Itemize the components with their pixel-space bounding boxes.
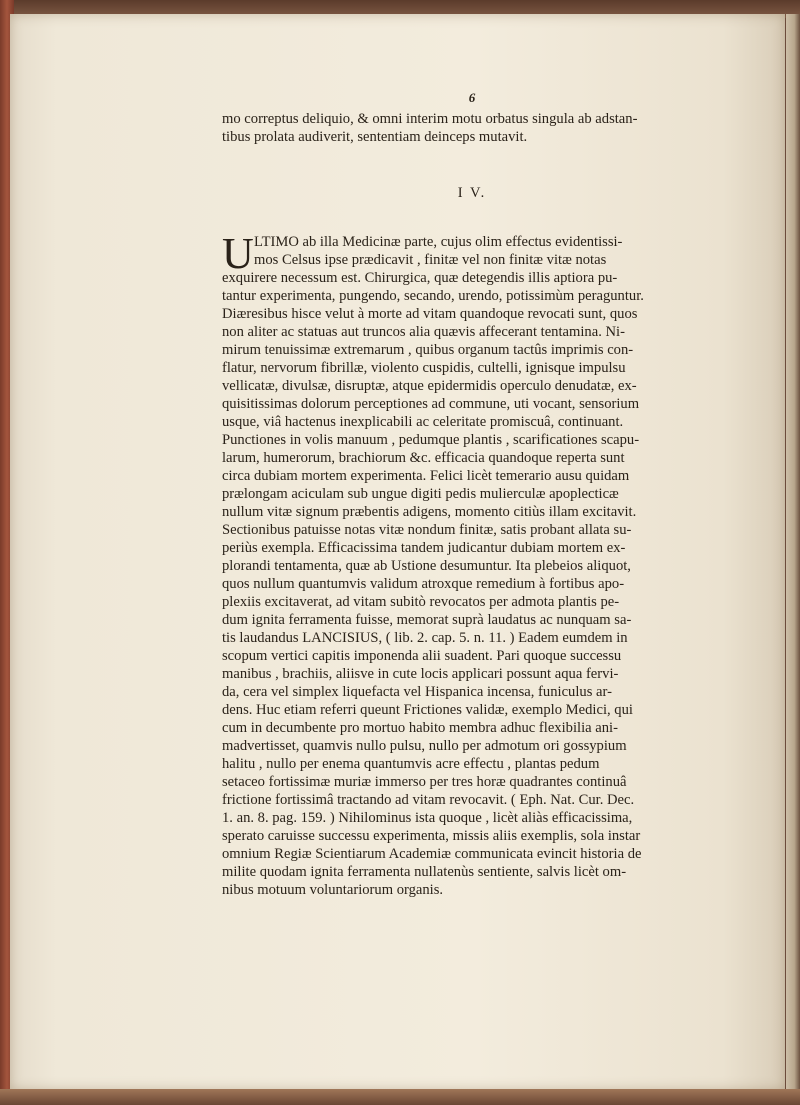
text-line: milite quodam ignita ferramenta nullatenùs sentiente, salvis licèt om- xyxy=(222,864,627,880)
text-line: usque, viâ hactenus inexplicabili ac celeritate promiscuâ, continuant. xyxy=(222,414,624,430)
text-line: mo correptus deliquio, & omni interim motu orbatus singula ab adstan- xyxy=(222,111,638,127)
text-line: prælongam aciculam sub ungue digiti pedis mulierculæ apoplecticæ xyxy=(222,486,619,502)
text-line: dum ignita ferramenta fuisse, memorat suprà laudatus ac nunquam sa- xyxy=(222,612,632,628)
page-gutter-right xyxy=(786,14,800,1090)
text-line: setaceo fortissimæ muriæ immerso per tres horæ quadrantes continuâ xyxy=(222,774,627,790)
drop-cap: U xyxy=(222,229,254,278)
section-heading: I V. xyxy=(457,185,487,201)
text-line: madvertisset, quamvis nullo pulsu, nullo per admotum ori gossypium xyxy=(222,738,627,754)
text-line: LTIMO ab illa Medicinæ parte, cujus olim effectus evidentissi- xyxy=(254,234,623,250)
text-line: quisitissimas dolorum perceptiones ad commune, uti vocant, sensorium xyxy=(222,396,640,412)
text-line: flatur, nervorum fibrillæ, violento cuspidis, cultelli, ignisque impulsu xyxy=(222,360,626,376)
text-line: plexiis excitaverat, ad vitam subitò revocatos per admota plantis pe- xyxy=(222,594,620,610)
text-line: mos Celsus ipse prædicavit , finitæ vel non finitæ vitæ notas xyxy=(254,252,607,268)
text-line: tis laudandus LANCISIUS, ( lib. 2. cap. 5. n. 11. ) Eadem eumdem in xyxy=(222,630,628,646)
text-line: Diæresibus hisce velut à morte ad vitam quandoque revocati sunt, quos xyxy=(222,306,638,322)
text-line: tantur experimenta, pungendo, secando, urendo, potissimùm peraguntur. xyxy=(222,288,644,304)
text-line: frictione fortissimâ tractando ad vitam revocavit. ( Eph. Nat. Cur. Dec. xyxy=(222,792,635,808)
text-line: tibus prolata audiverit, sententiam deinceps mutavit. xyxy=(222,129,528,145)
text-line: non aliter ac statuas aut truncos alia quævis affecerant tentamina. Ni- xyxy=(222,324,625,340)
text-line: halitu , nullo per enema quantumvis acre effectu , plantas pedum xyxy=(222,756,600,772)
continued-paragraph xyxy=(222,110,722,146)
text-line: sperato caruisse successu experimenta, missis aliis exemplis, sola instar xyxy=(222,828,641,844)
text-line: nullum vitæ signum præbentis adigens, momento citiùs illam excitavit. xyxy=(222,504,637,520)
text-line: plorandi tentamenta, quæ ab Ustione desumuntur. Ita plebeios aliquot, xyxy=(222,558,631,574)
text-line: exquirere necessum est. Chirurgica, quæ detegendis illis aptiora pu- xyxy=(222,270,618,286)
text-line: quos nullum quantumvis validum atroxque remedium à fortibus apo- xyxy=(222,576,625,592)
book-edge-bottom xyxy=(0,1089,800,1105)
section-paragraph xyxy=(222,229,722,899)
text-line: vellicatæ, divulsæ, disruptæ, atque epidermidis operculo denudatæ, ex- xyxy=(222,378,637,394)
text-line: cum in decumbente pro mortuo habito membra adhuc flexibilia ani- xyxy=(222,720,618,736)
text-line: periùs exempla. Efficacissima tandem judicantur dubiam mortem ex- xyxy=(222,540,626,556)
text-line: Punctiones in volis manuum , pedumque plantis , scarificationes scapu- xyxy=(222,432,640,448)
text-line: nibus motuum voluntariorum organis. xyxy=(222,882,444,898)
text-line: mirum tenuissimæ extremarum , quibus organum tactûs imprimis con- xyxy=(222,342,634,358)
page-number: 6 xyxy=(468,90,476,105)
text-line: circa dubiam mortem experimenta. Felici licèt temerario ausu quidam xyxy=(222,468,630,484)
text-line: manibus , brachiis, aliisve in cute locis applicari possunt aqua fervi- xyxy=(222,666,619,682)
text-line: da, cera vel simplex liquefacta vel Hispanica incensa, funiculus ar- xyxy=(222,684,612,700)
text-line: 1. an. 8. pag. 159. ) Nihilominus ista quoque , licèt aliàs efficacissima, xyxy=(222,810,633,826)
text-line: Sectionibus patuisse notas vitæ nondum finitæ, satis probant allata su- xyxy=(222,522,632,538)
text-line: omnium Regiæ Scientiarum Academiæ communicata evincit historia de xyxy=(222,846,642,862)
text-line: larum, humerorum, brachiorum &c. efficacia quandoque reperta sunt xyxy=(222,450,625,466)
text-line: scopum vertici capitis imponenda alii suadent. Pari quoque successu xyxy=(222,648,622,664)
text-line: dens. Huc etiam referri queunt Frictiones validæ, exemplo Medici, qui xyxy=(222,702,633,718)
